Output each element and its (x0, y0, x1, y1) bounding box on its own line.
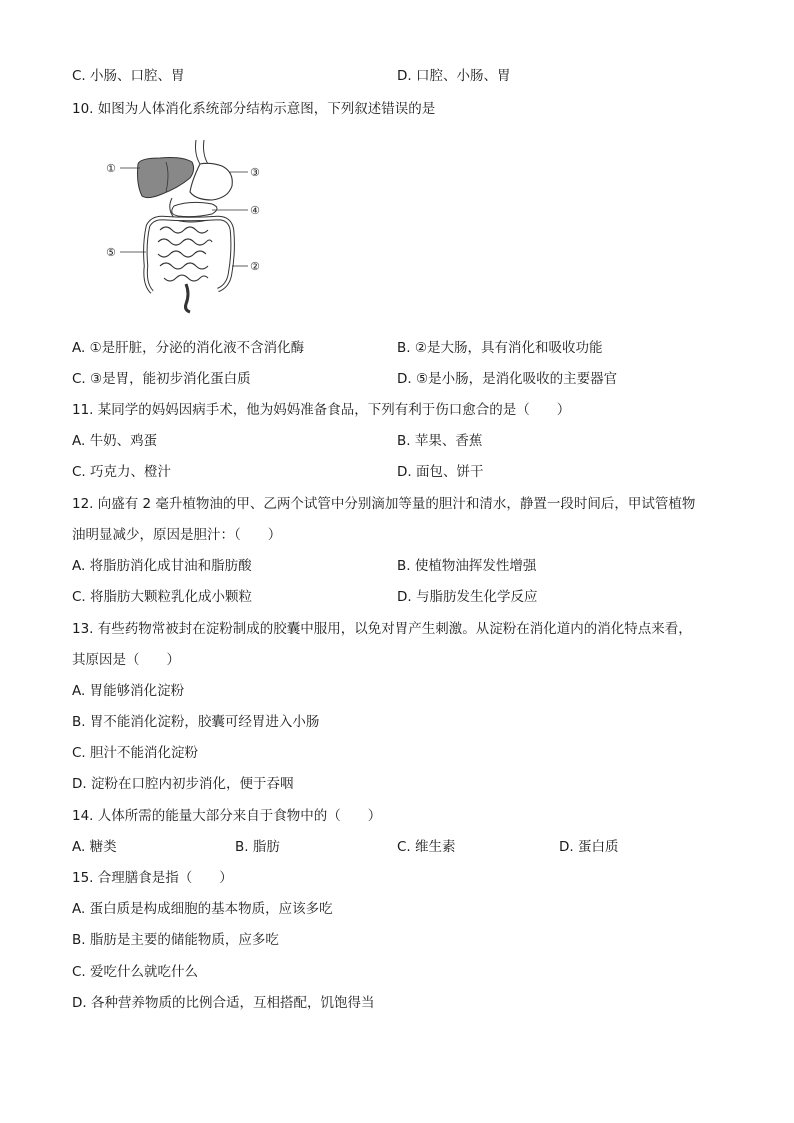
q11-option-b: B. 苹果、香蕉 (397, 433, 483, 449)
q11-option-a: A. 牛奶、鸡蛋 (72, 433, 158, 449)
label-5: ⑤ (106, 246, 116, 259)
q13-option-a: A. 胃能够消化淀粉 (72, 683, 185, 699)
q12-option-b: B. 使植物油挥发性增强 (397, 558, 537, 574)
liver-shape (138, 158, 194, 198)
q15-option-b: B. 脂肪是主要的储能物质，应多吃 (72, 932, 279, 948)
esophagus-shape (196, 140, 209, 164)
q14-option-d: D. 蛋白质 (559, 839, 619, 855)
label-1: ① (106, 162, 116, 175)
q12-option-c: C. 将脂肪大颗粒乳化成小颗粒 (72, 589, 253, 605)
q14-stem: 14. 人体所需的能量大部分来自于食物中的（ ） (72, 808, 382, 824)
q14-option-c: C. 维生素 (397, 839, 456, 855)
digestive-system-diagram (100, 134, 275, 314)
q12-stem-line2: 油明显减少，原因是胆汁：（ ） (72, 527, 282, 543)
q10-option-a: A. ①是肝脏，分泌的消化液不含消化酶 (72, 340, 305, 356)
q10-option-c: C. ③是胃，能初步消化蛋白质 (72, 371, 251, 387)
rectum-shape (186, 284, 191, 312)
label-4: ④ (250, 204, 260, 217)
q13-option-c: C. 胆汁不能消化淀粉 (72, 745, 199, 761)
q11-option-d: D. 面包、饼干 (397, 464, 484, 480)
label-2: ② (250, 260, 260, 273)
q15-option-a: A. 蛋白质是构成细胞的基本物质，应该多吃 (72, 901, 333, 917)
q14-option-a: A. 糖类 (72, 839, 117, 855)
q15-option-d: D. 各种营养物质的比例合适，互相搭配，饥饱得当 (72, 995, 375, 1011)
q13-stem-line1: 13. 有些药物常被封在淀粉制成的胶囊中服用，以免对胃产生刺激。从淀粉在消化道内的消化特点来看， (72, 621, 692, 637)
q15-option-c: C. 爱吃什么就吃什么 (72, 964, 199, 980)
q12-option-a: A. 将脂肪消化成甘油和脂肪酸 (72, 558, 252, 574)
q10-option-d: D. ⑤是小肠，是消化吸收的主要器官 (397, 371, 618, 387)
q13-stem-line2: 其原因是（ ） (72, 652, 180, 668)
q14-option-b: B. 脂肪 (235, 839, 280, 855)
small-intestine-shape (158, 227, 212, 281)
q13-option-d: D. 淀粉在口腔内初步消化，便于吞咽 (72, 776, 294, 792)
q10-stem: 10. 如图为人体消化系统部分结构示意图，下列叙述错误的是 (72, 101, 436, 117)
pancreas-shape (172, 202, 217, 216)
q13-option-b: B. 胃不能消化淀粉，胶囊可经胃进入小肠 (72, 714, 320, 730)
q11-stem: 11. 某同学的妈妈因病手术，他为妈妈准备食品，下列有利于伤口愈合的是（ ） (72, 402, 571, 418)
q9-option-d: D. 口腔、小肠、胃 (397, 68, 511, 84)
q12-option-d: D. 与脂肪发生化学反应 (397, 589, 538, 605)
stomach-shape (190, 163, 232, 200)
q10-option-b: B. ②是大肠，具有消化和吸收功能 (397, 340, 603, 356)
q9-option-c: C. 小肠、口腔、胃 (72, 68, 185, 84)
label-3: ③ (250, 166, 260, 179)
q15-stem: 15. 合理膳食是指（ ） (72, 870, 233, 886)
q11-option-c: C. 巧克力、橙汁 (72, 464, 172, 480)
q12-stem-line1: 12. 向盛有 2 毫升植物油的甲、乙两个试管中分别滴加等量的胆汁和清水，静置一段时间后，甲试管植物 (72, 496, 696, 512)
